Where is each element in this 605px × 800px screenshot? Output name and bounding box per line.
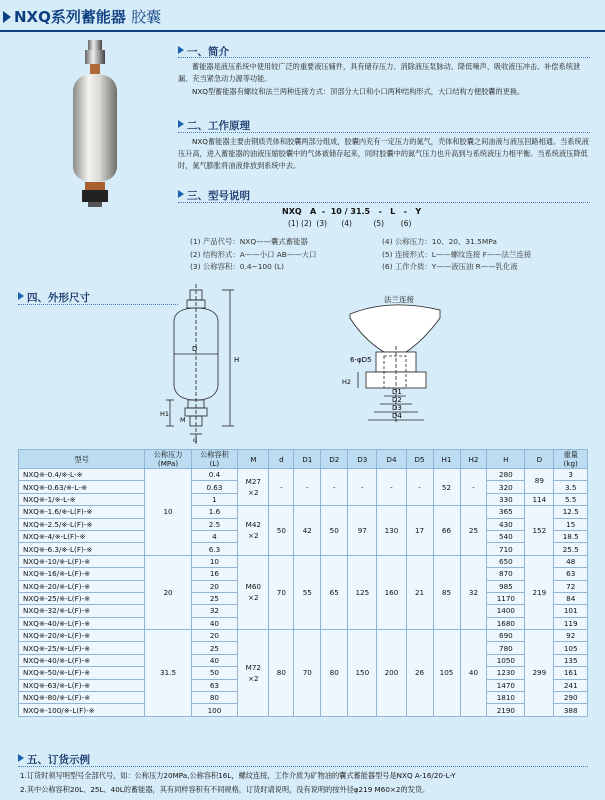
title-underline <box>0 30 605 32</box>
col-H: H <box>487 450 525 469</box>
dim-label-M: M <box>180 416 186 424</box>
cell: 219 <box>525 555 554 629</box>
cell: NXQ※-0.63/※-L-※ <box>19 481 145 493</box>
cell: 100 <box>191 704 237 716</box>
cell: - <box>460 469 487 506</box>
cell: 1400 <box>487 605 525 617</box>
cell: 1230 <box>487 667 525 679</box>
cell: 20 <box>191 630 237 642</box>
cell: - <box>348 469 377 506</box>
cell: 16 <box>191 568 237 580</box>
divider <box>178 132 590 133</box>
code-item: (3) 公称容积：0.4~100 (L) <box>190 262 285 271</box>
cell: NXQ※-20/※-L(F)-※ <box>19 580 145 592</box>
cell: 70 <box>294 630 321 717</box>
cell: NXQ※-63/※-L(F)-※ <box>19 679 145 691</box>
cell: NXQ※-2.5/※-L(F)-※ <box>19 518 145 530</box>
col-D3: D3 <box>348 450 377 469</box>
cell: 55 <box>294 555 321 629</box>
cell: 26 <box>406 630 433 717</box>
dim-label-H: H <box>234 356 240 364</box>
cell: NXQ※-1/※-L-※ <box>19 493 145 505</box>
cell: - <box>269 469 294 506</box>
col-D: D <box>525 450 554 469</box>
cell: 3 <box>554 469 588 481</box>
cell: 80 <box>191 692 237 704</box>
table-row <box>19 469 588 481</box>
cell: 40 <box>191 654 237 666</box>
cell: 365 <box>487 506 525 518</box>
cell: 4 <box>191 530 237 542</box>
cell: 72 <box>554 580 588 592</box>
cell: 130 <box>377 506 406 556</box>
section-arrow-icon <box>178 120 184 128</box>
cell: 105 <box>554 642 588 654</box>
model-codes-right <box>382 236 531 274</box>
col-D2: D2 <box>321 450 348 469</box>
cell: M60 ×2 <box>238 555 269 629</box>
flange-drawing <box>340 300 470 440</box>
cell: 160 <box>377 555 406 629</box>
col-D4: D4 <box>377 450 406 469</box>
cell: NXQ※-100/※-L(F)-※ <box>19 704 145 716</box>
cell: 119 <box>554 617 588 629</box>
order-heading: 五、订货示例 <box>18 752 90 767</box>
cell: 15 <box>554 518 588 530</box>
code-item: (1) 产品代号：NXQ——囊式蓄能器 <box>190 237 308 246</box>
col-H2: H2 <box>460 450 487 469</box>
dim-label-D4: D4 <box>392 412 402 420</box>
cell: NXQ※-50/※-L(F)-※ <box>19 667 145 679</box>
accumulator-photo <box>55 38 135 208</box>
cell: 32 <box>191 605 237 617</box>
order-line-2: 2.其中公称容积20L、25L、40L的蓄能器，其有同样容积有不同规格，订货时请说明，没有说明的按外径φ219 M60×2的发货。 <box>20 785 430 794</box>
cell: 42 <box>294 506 321 556</box>
col-model: 型号 <box>19 450 145 469</box>
section-arrow-icon <box>18 754 24 762</box>
cell: 125 <box>348 555 377 629</box>
cell: 388 <box>554 704 588 716</box>
cell: 1170 <box>487 592 525 604</box>
cell: 10 <box>145 469 191 556</box>
col-D5: D5 <box>406 450 433 469</box>
cell: 89 <box>525 469 554 494</box>
cell: 2190 <box>487 704 525 716</box>
model-formula: NXQ A - 10 / 31.5 - L - Y <box>282 207 422 216</box>
table-header-row <box>19 450 588 469</box>
dim-label-H1: H1 <box>160 410 170 418</box>
cell: 280 <box>487 469 525 481</box>
cell: 540 <box>487 530 525 542</box>
cell: 1680 <box>487 617 525 629</box>
cell: 48 <box>554 555 588 567</box>
cell: 84 <box>554 592 588 604</box>
cell: 50 <box>191 667 237 679</box>
cell: 6.3 <box>191 543 237 555</box>
cell: 63 <box>554 568 588 580</box>
table-row <box>19 630 588 642</box>
col-M: M <box>238 450 269 469</box>
dims-heading: 四、外形尺寸 <box>18 290 90 305</box>
cell: 25 <box>191 592 237 604</box>
cell: 3.5 <box>554 481 588 493</box>
cell: 97 <box>348 506 377 556</box>
dim-label-bolt: 6-φD5 <box>350 356 372 364</box>
cell: 17 <box>406 506 433 556</box>
cell: 0.4 <box>191 469 237 481</box>
cell: 12.5 <box>554 506 588 518</box>
table-row <box>19 506 588 518</box>
dim-label-D1: D1 <box>392 388 402 396</box>
cell: 70 <box>269 555 294 629</box>
cell: 80 <box>321 630 348 717</box>
cell: NXQ※-4/※-L(F)-※ <box>19 530 145 542</box>
cell: 161 <box>554 667 588 679</box>
cell: 985 <box>487 580 525 592</box>
cell: 63 <box>191 679 237 691</box>
cell: 200 <box>377 630 406 717</box>
cell: 25.5 <box>554 543 588 555</box>
cell: NXQ※-6.3/※-L(F)-※ <box>19 543 145 555</box>
order-line-1: 1.订货时须写明型号全部代号，如：公称压力20MPa,公称容积16L，螺纹连接，工作介质为矿物油的囊式蓄能器型号是NXQ A-16/20-L-Y <box>20 771 456 780</box>
principle-text: NXQ蓄能器主要由钢质壳体和胶囊两部分组成，胶囊内充有一定压力的氮气，壳体和胶囊之间油液与液压回路相通。当系统液压升高，进入蓄能器的油液压缩胶囊中的气体被储存起来，同时胶囊中的氮气压力也升高到与系统液压力相平衡。当系统液压降低时，氮气膨胀将油液排放到系统中去。 <box>178 137 589 170</box>
cell: NXQ※-0.4/※-L-※ <box>19 469 145 481</box>
cell: 710 <box>487 543 525 555</box>
cell: 40 <box>191 617 237 629</box>
cell: - <box>377 469 406 506</box>
cell: M72 ×2 <box>238 630 269 717</box>
cell: 105 <box>433 630 460 717</box>
cell: 650 <box>487 555 525 567</box>
code-item: (5) 连接形式：L——螺纹连接 F——法兰连接 <box>382 249 532 259</box>
cell: 66 <box>433 506 460 556</box>
page-title: NXQ系列蓄能器 胶囊 <box>14 8 162 26</box>
spec-table <box>18 449 588 717</box>
cell: M27 ×2 <box>238 469 269 506</box>
cell: 25 <box>460 506 487 556</box>
divider <box>178 57 590 58</box>
divider <box>18 766 588 767</box>
cell: - <box>294 469 321 506</box>
cell: 299 <box>525 630 554 717</box>
cell: 290 <box>554 692 588 704</box>
cell: NXQ※-32/※-L(F)-※ <box>19 605 145 617</box>
intro-heading: 一、简介 <box>178 44 229 59</box>
cell: 25 <box>191 642 237 654</box>
col-H1: H1 <box>433 450 460 469</box>
cell: - <box>321 469 348 506</box>
cell: 10 <box>191 555 237 567</box>
cell: 152 <box>525 506 554 556</box>
cell: 1810 <box>487 692 525 704</box>
title-bar <box>0 6 605 30</box>
cell: NXQ※-20/※-L(F)-※ <box>19 630 145 642</box>
cell: 870 <box>487 568 525 580</box>
dim-label-H2: H2 <box>342 378 352 386</box>
dim-label-D2: D2 <box>392 396 402 404</box>
cell: 20 <box>145 555 191 629</box>
dim-label-D: D <box>192 345 198 353</box>
cell: 150 <box>348 630 377 717</box>
cell: 92 <box>554 630 588 642</box>
code-item: (4) 公称压力：10、20、31.5MPa <box>382 237 497 246</box>
cell: NXQ※-10/※-L(F)-※ <box>19 555 145 567</box>
cell: NXQ※-80/※-L(F)-※ <box>19 692 145 704</box>
cell: 2.5 <box>191 518 237 530</box>
col-pressure: 公称压力 (MPa) <box>145 450 191 469</box>
cell: 0.63 <box>191 481 237 493</box>
model-formula-indices: (1) (2) (3) (4) (5) (6) <box>288 219 412 228</box>
cell: 1470 <box>487 679 525 691</box>
cell: 21 <box>406 555 433 629</box>
cell: 65 <box>321 555 348 629</box>
cell: NXQ※-25/※-L(F)-※ <box>19 592 145 604</box>
title-arrow-icon <box>3 11 11 23</box>
cell: 1050 <box>487 654 525 666</box>
model-heading: 三、型号说明 <box>178 188 250 203</box>
cell: NXQ※-40/※-L(F)-※ <box>19 617 145 629</box>
cell: 32 <box>460 555 487 629</box>
cell: 101 <box>554 605 588 617</box>
cell: NXQ※-25/※-L(F)-※ <box>19 642 145 654</box>
cell: 40 <box>460 630 487 717</box>
cell: M42 ×2 <box>238 506 269 556</box>
section-arrow-icon <box>178 190 184 198</box>
cell: NXQ※-16/※-L(F)-※ <box>19 568 145 580</box>
intro-text-2: NXQ型蓄能器有螺纹和法兰两种连接方式：顶部分大口和小口两种结构形式，大口结构方便胶囊的更换。 <box>192 87 525 96</box>
cell: 50 <box>321 506 348 556</box>
divider <box>178 202 590 203</box>
flange-label: 法兰连接 <box>384 295 414 304</box>
section-arrow-icon <box>18 292 24 300</box>
cell: 1.6 <box>191 506 237 518</box>
code-item: (6) 工作介质：Y——液压油 R——乳化液 <box>382 262 518 271</box>
cell: 50 <box>269 506 294 556</box>
cell: 135 <box>554 654 588 666</box>
cell: 20 <box>191 580 237 592</box>
cell: 52 <box>433 469 460 506</box>
cell: 5.5 <box>554 493 588 505</box>
cell: 690 <box>487 630 525 642</box>
col-weight: 重量 (kg) <box>554 450 588 469</box>
model-codes-left <box>190 236 316 274</box>
section-arrow-icon <box>178 46 184 54</box>
cell: 780 <box>487 642 525 654</box>
cell: 114 <box>525 493 554 505</box>
code-item: (2) 结构形式：A——小口 AB——大口 <box>190 249 317 259</box>
principle-heading: 二、工作原理 <box>178 118 250 133</box>
dimension-drawing <box>150 284 260 452</box>
cell: 320 <box>487 481 525 493</box>
cell: NXQ※-40/※-L(F)-※ <box>19 654 145 666</box>
col-d: d <box>269 450 294 469</box>
cell: - <box>406 469 433 506</box>
cell: NXQ※-1.6/※-L(F)-※ <box>19 506 145 518</box>
cell: 85 <box>433 555 460 629</box>
cell: 31.5 <box>145 630 191 717</box>
cell: 330 <box>487 493 525 505</box>
col-volume: 公称容积 (L) <box>191 450 237 469</box>
col-D1: D1 <box>294 450 321 469</box>
cell: 241 <box>554 679 588 691</box>
cell: 1 <box>191 493 237 505</box>
dim-label-d: d <box>193 436 198 444</box>
intro-text-1: 蓄能器是液压系统中使用较广泛的重要液压辅件，具有储存压力、消除液压泵脉动、降低噪声、吸收液压冲击、补偿系统泄漏、充当紧急动力源等功能。 <box>178 62 581 83</box>
cell: 80 <box>269 630 294 717</box>
dim-label-D3: D3 <box>392 404 402 412</box>
cell: 430 <box>487 518 525 530</box>
table-row <box>19 555 588 567</box>
cell: 18.5 <box>554 530 588 542</box>
